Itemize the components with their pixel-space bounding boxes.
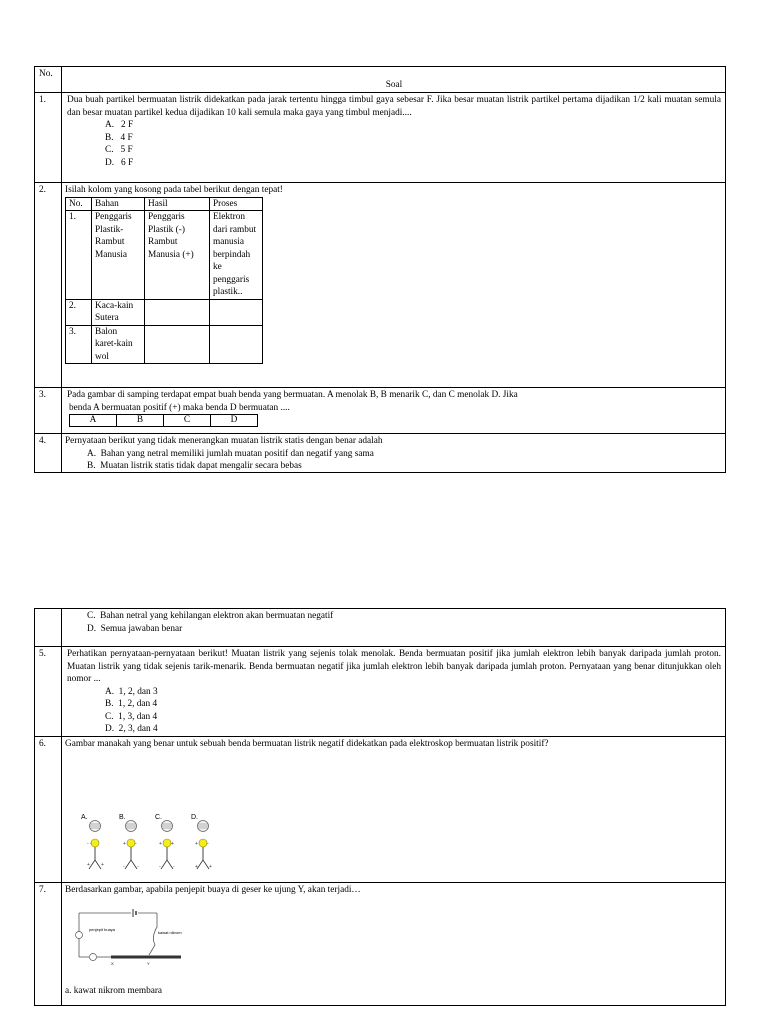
svg-text:-: -	[135, 841, 137, 847]
question-6-row	[35, 736, 725, 882]
question-3-objects	[69, 414, 258, 427]
question-3-number: 3.	[35, 388, 62, 433]
question-5-text: Perhatikan pernyataan-pernyataan berikut! Muatan listrik yang sejenis tolak menolak. Benda bermuatan positif jika jumlah elektron lebih banyak daripada jumlah proton. Muatan listrik yang tidak sejenis tarik-menarik. Benda bermuatan negatif jika jumlah elektron lebih banyak daripada jumlah proton. Pernyataan yang benar ditunjukkan oleh nomor ...	[67, 649, 721, 684]
question-2-number: 2.	[35, 183, 62, 387]
header-no: No.	[35, 67, 62, 92]
label-clip: penjepit buaya	[89, 927, 116, 932]
object-d: D	[211, 415, 258, 427]
q2-row-1-hasil: Penggaris Plastik (-) Rambut Manusia (+)	[145, 211, 210, 300]
object-b: B	[117, 415, 164, 427]
q2-header-hasil: Hasil	[145, 197, 210, 211]
svg-text:+: +	[195, 841, 198, 847]
question-1-number: 1.	[35, 93, 62, 182]
question-7-row	[35, 882, 725, 1005]
table-row	[66, 299, 263, 325]
svg-text:- -: - -	[87, 841, 92, 847]
question-table-page-1	[34, 66, 726, 473]
q2-row-2-hasil	[145, 299, 210, 325]
question-4-option-c: C. Bahan netral yang kehilangan elektron akan bermuatan negatif	[87, 611, 334, 621]
nichrome-wire	[111, 956, 181, 959]
question-6-text: Gambar manakah yang benar untuk sebuah benda bermuatan listrik negatif didekatkan pada elektroskop bermuatan listrik positif?	[65, 739, 549, 749]
circuit-diagram	[71, 907, 191, 969]
q2-header-no: No.	[66, 197, 92, 211]
question-5-option-a: A. 1, 2, dan 3	[105, 686, 158, 697]
question-1-row	[35, 92, 725, 182]
label-y: Y	[147, 961, 150, 966]
question-1-text: Dua buah partikel bermuatan listrik didekatkan pada jarak tertentu hingga timbul gaya sebesar F. Jika besar muatan listrik partikel pertama dijadikan 1/2 kali muatan semula dan besar muatan partikel kedua dijadikan 10 kali semula maka gaya yang timbul menjadi....	[67, 95, 721, 118]
question-5-option-c: C. 1, 3, dan 4	[105, 711, 158, 722]
question-3-row	[35, 387, 725, 433]
table-header-row	[35, 67, 725, 92]
lamp-icon	[90, 954, 97, 961]
q2-row-3-hasil	[145, 325, 210, 364]
question-4-option-b: B. Muatan listrik statis tidak dapat mengalir secara bebas	[87, 461, 302, 471]
electroscope-figure	[81, 813, 231, 883]
figure-label-b: B.	[119, 814, 126, 821]
question-1-option-d: D. 6 F	[105, 157, 134, 168]
svg-text:+: +	[87, 862, 90, 868]
question-7-number: 7.	[35, 883, 62, 1005]
q2-row-2-proses	[210, 299, 263, 325]
q2-row-1-proses: Elektron dari rambut manusia berpindah ke penggaris plastik..	[210, 211, 263, 300]
question-5-option-d: D. 2, 3, dan 4	[105, 724, 158, 734]
table-row	[66, 211, 263, 300]
svg-text:+: +	[159, 841, 162, 847]
q2-row-3-bahan: Balon karet-kain wol	[92, 325, 145, 364]
q2-row-3-no: 3.	[66, 325, 92, 364]
question-1-option-a: A. 2 F	[105, 120, 134, 130]
q2-row-1-bahan: Penggaris Plastik-Rambut Manusia	[92, 211, 145, 300]
question-table-page-2	[34, 608, 726, 1006]
svg-text:+: +	[101, 862, 104, 868]
label-x: X	[111, 961, 114, 966]
question-3-text-line-1: Pada gambar di samping terdapat empat buah benda yang bermuatan. A menolak B, B menarik C, dan C menolak D. Jika	[67, 390, 518, 400]
svg-text:+: +	[171, 841, 174, 847]
q2-header-proses: Proses	[210, 197, 263, 211]
figure-label-d: D.	[191, 814, 198, 821]
label-wire: kawat nikrom	[158, 930, 182, 935]
svg-text:+: +	[123, 841, 126, 847]
q2-row-2-bahan: Kaca-kain Sutera	[92, 299, 145, 325]
question-4-number: 4.	[35, 434, 62, 472]
figure-label-a: A.	[81, 814, 88, 821]
question-1-option-c: C. 5 F	[105, 145, 133, 155]
svg-text:-: -	[137, 864, 139, 870]
ammeter-icon	[76, 932, 83, 939]
question-3-text-line-2: benda A bermuatan positif (+) maka benda D bermuatan ....	[69, 402, 290, 413]
question-4-continued-row	[35, 609, 725, 646]
question-7-option-a: a. kawat nikrom membara	[65, 986, 163, 996]
question-1-option-b: B. 4 F	[105, 132, 133, 143]
q2-row-2-no: 2.	[66, 299, 92, 325]
question-5-option-b: B. 1, 2, dan 4	[105, 699, 158, 709]
question-5-row	[35, 646, 725, 736]
question-2-row	[35, 182, 725, 387]
question-2-text: Isilah kolom yang kosong pada tabel berikut dengan tepat!	[65, 185, 283, 195]
object-a: A	[70, 415, 117, 427]
question-4-continued-number	[35, 609, 62, 646]
svg-text:-: -	[159, 864, 161, 870]
question-4-text: Pernyataan berikut yang tidak menerangkan muatan listrik statis dengan benar adalah	[65, 436, 383, 446]
question-4-option-a: A. Bahan yang netral memiliki jumlah muatan positif dan negatif yang sama	[87, 448, 374, 459]
question-6-number: 6.	[35, 737, 62, 882]
q2-header-bahan: Bahan	[92, 197, 145, 211]
header-soal: Soal	[385, 80, 403, 90]
object-c: C	[164, 415, 211, 427]
svg-text:-: -	[207, 841, 209, 847]
q2-row-3-proses	[210, 325, 263, 364]
svg-text:-: -	[123, 864, 125, 870]
svg-text:+: +	[195, 864, 198, 870]
question-5-number: 5.	[35, 647, 62, 736]
question-4-option-d: D. Semua jawaban benar	[87, 623, 183, 634]
question-7-text: Berdasarkan gambar, apabila penjepit buaya di geser ke ujung Y, akan terjadi…	[65, 885, 361, 895]
figure-label-c: C.	[155, 814, 162, 821]
question-2-table-header	[66, 197, 263, 211]
table-row	[66, 325, 263, 364]
q2-row-1-no: 1.	[66, 211, 92, 300]
question-4-row	[35, 433, 725, 472]
svg-text:+: +	[209, 864, 212, 870]
svg-text:-: -	[173, 864, 175, 870]
question-2-table	[65, 197, 263, 365]
charge-signs	[87, 841, 212, 870]
